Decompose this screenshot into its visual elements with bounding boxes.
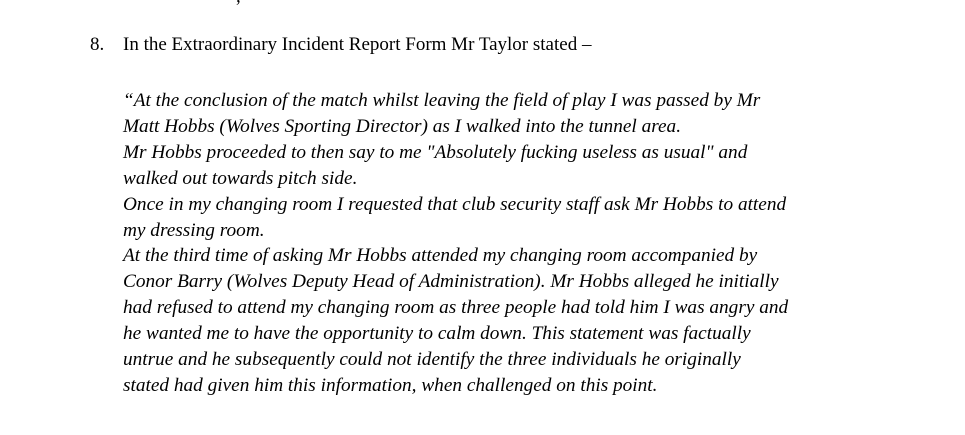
quote-line: At the third time of asking Mr Hobbs attended my changing room accompanied by [123,245,758,267]
quoted-statement [123,88,943,399]
paragraph-number: 8. [90,34,105,55]
quote-line: walked out towards pitch side. [123,167,358,189]
quote-line: Once in my changing room I requested that club security staff ask Mr Hobbs to attend [123,193,787,215]
quote-line: my dressing room. [123,219,265,241]
quote-line: he wanted me to have the opportunity to calm down. This statement was factually [123,323,751,345]
quote-line: had refused to attend my changing room as three people had told him I was angry and [123,297,789,319]
quote-line: “At the conclusion of the match whilst leaving the field of play I was passed by Mr [123,90,761,111]
quote-line: stated had given him this information, when challenged on this point. [123,374,658,396]
paragraph-heading: In the Extraordinary Incident Report Form Mr Taylor stated – [123,34,592,55]
quote-line: untrue and he subsequently could not identify the three individuals he originally [123,349,741,371]
quote-line: Mr Hobbs proceeded to then say to me "Absolutely fucking useless as usual" and [123,141,748,163]
quote-line: Conor Barry (Wolves Deputy Head of Administration). Mr Hobbs alleged he initially [123,271,779,293]
quote-line: Matt Hobbs (Wolves Sporting Director) as I walked into the tunnel area. [123,115,682,137]
previous-paragraph-fragment [236,0,241,8]
